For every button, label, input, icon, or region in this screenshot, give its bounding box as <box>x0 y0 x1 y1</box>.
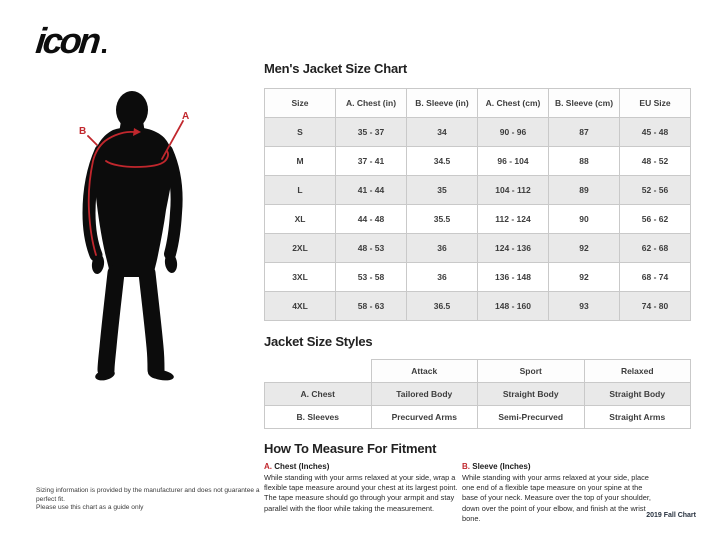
sleeve-cm-cell: 92 <box>549 263 620 292</box>
col-header-sleeve-in: B. Sleeve (in) <box>407 89 478 118</box>
size-cell: 2XL <box>265 234 336 263</box>
size-cell: L <box>265 176 336 205</box>
style-header-sport: Sport <box>478 360 585 383</box>
style-row-chest <box>265 383 691 406</box>
icon-logo-text: icon <box>33 20 101 61</box>
disclaimer-line-1: Sizing information is provided by the manufacturer and does not guarantee a perfect fit. <box>36 487 260 503</box>
measure-instructions-sleeve <box>462 462 660 524</box>
sleeve-in-cell: 35 <box>407 176 478 205</box>
style-chart-title: Jacket Size Styles <box>264 334 373 349</box>
disclaimer-line-2: Please use this chart as a guide only <box>36 504 144 512</box>
icon-logo-trademark-icon <box>102 49 106 53</box>
chest-cm-cell: 148 - 160 <box>478 292 549 321</box>
style-cell: Tailored Body <box>371 383 478 406</box>
style-row-label: A. Chest <box>265 383 372 406</box>
sleeve-cm-cell: 93 <box>549 292 620 321</box>
chest-cm-cell: 96 - 104 <box>478 147 549 176</box>
size-row-l <box>265 176 691 205</box>
sleeve-in-cell: 36 <box>407 263 478 292</box>
size-cell: 4XL <box>265 292 336 321</box>
chest-cm-cell: 124 - 136 <box>478 234 549 263</box>
chest-cm-cell: 112 - 124 <box>478 205 549 234</box>
eu-size-cell: 56 - 62 <box>620 205 691 234</box>
size-cell: M <box>265 147 336 176</box>
style-header-blank-cell <box>265 360 372 383</box>
style-table-header-row <box>265 360 691 383</box>
icon-logo <box>33 20 106 61</box>
sleeve-in-cell: 34 <box>407 118 478 147</box>
style-cell: Straight Arms <box>584 406 691 429</box>
chest-in-cell: 41 - 44 <box>336 176 407 205</box>
size-row-3xl <box>265 263 691 292</box>
size-cell: 3XL <box>265 263 336 292</box>
size-cell: XL <box>265 205 336 234</box>
eu-size-cell: 68 - 74 <box>620 263 691 292</box>
style-row-label: B. Sleeves <box>265 406 372 429</box>
measure-section-title: How To Measure For Fitment <box>264 441 437 456</box>
size-row-4xl <box>265 292 691 321</box>
eu-size-cell: 52 - 56 <box>620 176 691 205</box>
style-header-attack: Attack <box>371 360 478 383</box>
chest-cm-cell: 90 - 96 <box>478 118 549 147</box>
sizing-disclaimer <box>36 487 274 513</box>
measurement-figure <box>55 85 265 385</box>
sleeve-cm-cell: 88 <box>549 147 620 176</box>
size-row-s <box>265 118 691 147</box>
measure-instructions-chest <box>264 462 462 514</box>
style-cell: Straight Body <box>478 383 585 406</box>
sleeve-cm-cell: 89 <box>549 176 620 205</box>
measure-sleeve-heading <box>462 462 660 471</box>
chest-in-cell: 48 - 53 <box>336 234 407 263</box>
sleeve-in-cell: 34.5 <box>407 147 478 176</box>
style-cell: Straight Body <box>584 383 691 406</box>
style-header-relaxed: Relaxed <box>584 360 691 383</box>
chart-version-label: 2019 Fall Chart <box>646 512 696 519</box>
measure-chest-body: While standing with your arms relaxed at your side, wrap a flexible tape measure around your chest at its largest point. The tape measure should go through your armpit and stay parallel with the floor while taking the measurement. <box>264 473 458 513</box>
chest-in-cell: 58 - 63 <box>336 292 407 321</box>
col-header-chest-cm: A. Chest (cm) <box>478 89 549 118</box>
figure-label-a: A <box>182 111 190 122</box>
jacket-size-styles-table <box>264 359 691 429</box>
measure-sleeve-body: While standing with your arms relaxed at your side, place one end of a flexible tape measure on your spine at the base of your neck. Measure over the top of your shoulder, down over the point of your elbow, and finish at the wrist bone. <box>462 473 651 523</box>
chest-cm-cell: 104 - 112 <box>478 176 549 205</box>
chest-in-cell: 44 - 48 <box>336 205 407 234</box>
col-header-sleeve-cm: B. Sleeve (cm) <box>549 89 620 118</box>
measure-sleeve-heading-text: Sleeve (Inches) <box>472 462 531 471</box>
sleeve-cm-cell: 92 <box>549 234 620 263</box>
label-b-pointer-line <box>88 136 97 145</box>
sleeve-cm-cell: 87 <box>549 118 620 147</box>
col-header-chest-in: A. Chest (in) <box>336 89 407 118</box>
sleeve-in-cell: 36 <box>407 234 478 263</box>
eu-size-cell: 74 - 80 <box>620 292 691 321</box>
style-cell: Semi-Precurved <box>478 406 585 429</box>
eu-size-cell: 45 - 48 <box>620 118 691 147</box>
measure-chest-letter: A. <box>264 462 272 471</box>
sleeve-in-cell: 36.5 <box>407 292 478 321</box>
eu-size-cell: 48 - 52 <box>620 147 691 176</box>
style-cell: Precurved Arms <box>371 406 478 429</box>
measure-sleeve-letter: B. <box>462 462 470 471</box>
measure-chest-heading-text: Chest (Inches) <box>274 462 330 471</box>
size-row-2xl <box>265 234 691 263</box>
size-chart-title: Men's Jacket Size Chart <box>264 61 407 76</box>
chest-in-cell: 37 - 41 <box>336 147 407 176</box>
chest-in-cell: 35 - 37 <box>336 118 407 147</box>
chest-in-cell: 53 - 58 <box>336 263 407 292</box>
size-cell: S <box>265 118 336 147</box>
col-header-size: Size <box>265 89 336 118</box>
size-row-xl <box>265 205 691 234</box>
body-silhouette-graphic <box>55 85 265 385</box>
figure-label-b: B <box>79 126 87 137</box>
col-header-eu-size: EU Size <box>620 89 691 118</box>
chest-cm-cell: 136 - 148 <box>478 263 549 292</box>
size-table-header-row <box>265 89 691 118</box>
sleeve-in-cell: 35.5 <box>407 205 478 234</box>
style-row-sleeves <box>265 406 691 429</box>
eu-size-cell: 62 - 68 <box>620 234 691 263</box>
measure-chest-heading <box>264 462 462 471</box>
mens-jacket-size-table <box>264 88 691 321</box>
size-row-m <box>265 147 691 176</box>
sleeve-cm-cell: 90 <box>549 205 620 234</box>
